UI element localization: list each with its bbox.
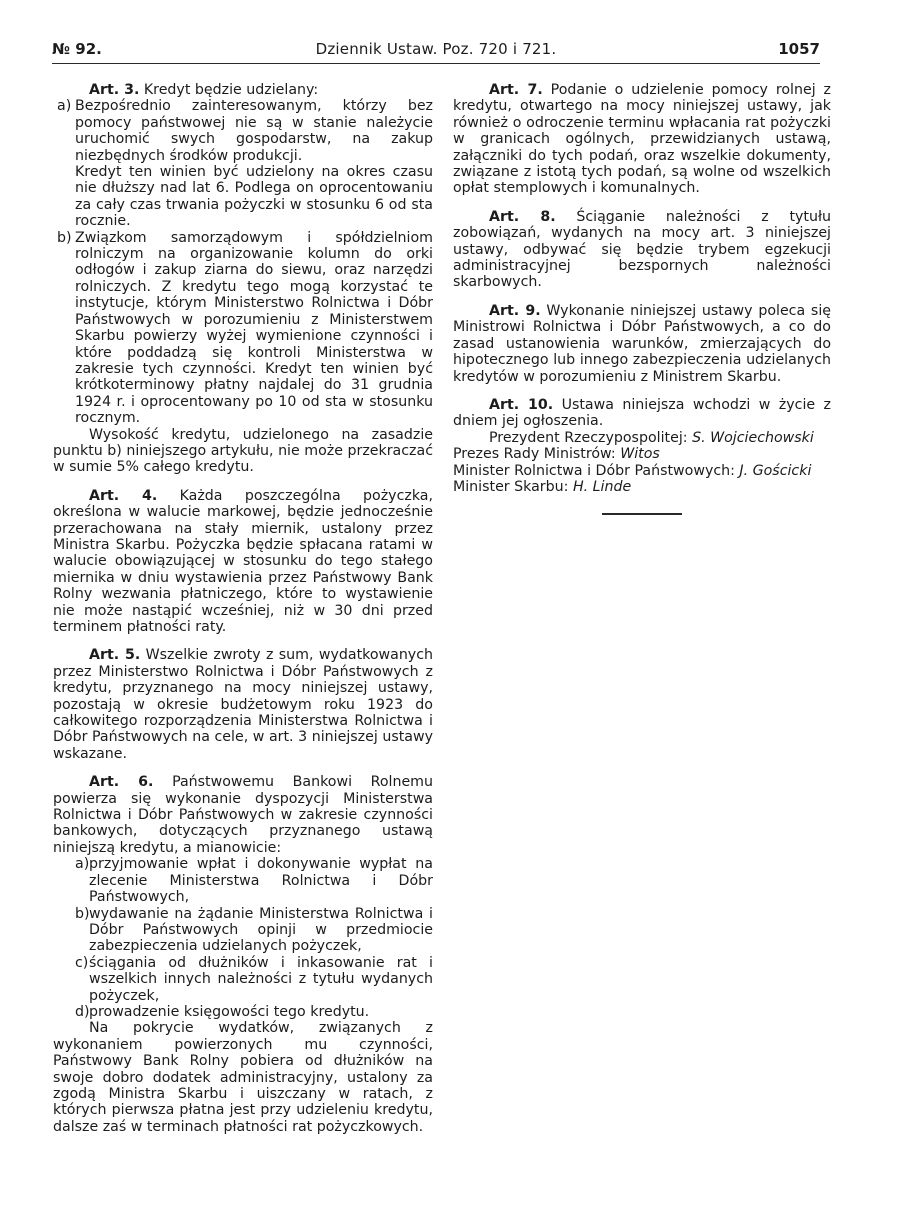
art3-item-a-label: a) [57,98,72,115]
art3-intro [53,82,433,98]
art3-item-a [53,98,433,229]
end-rule [602,513,682,515]
art3-item-a-text2: Kredyt ten winien być udzielony na okres czasu nie dłuższy nad lat 6. Podlega on oprocentowaniu za cały czas trwania pożyczki w stosunku 6 od sta rocznie. [75,164,433,230]
art10-label: Art. 10. [489,396,554,413]
art6-item-a-text: przyjmowanie wpłat i dokonywanie wypłat na zlecenie Ministerstwa Rolnictwa i Dóbr Państwowych, [89,856,433,906]
signature-agriculture-minister-name: J. Gościcki [739,462,812,479]
art5-label: Art. 5. [89,647,141,664]
art7-label: Art. 7. [489,82,543,98]
art6-item-d [67,1004,433,1020]
art6-label: Art. 6. [89,774,154,791]
signature-prime-minister-role: Prezes Rady Ministrów: [453,446,616,463]
art9-paragraph [453,303,831,385]
art6-paragraph [53,774,433,856]
art4-paragraph [53,488,433,636]
art3-item-b-label: b) [57,229,72,246]
signature-treasury-minister [453,479,831,495]
issue-number: № 92. [52,40,102,58]
signature-prime-minister [453,446,831,462]
right-column [453,82,831,515]
art9-label: Art. 9. [489,302,541,319]
art5-paragraph [53,647,433,762]
art4-text: Każda poszczególna pożyczka, określona w walucie markowej, będzie jednocześnie przerachowana na stały miernik, ustalony przez Ministra Skarbu. Pożyczka będzie spłacana ratami w walucie obowiązującej w stosunku do tego stałego miernika w dniu wystawienia przez Państwowy Bank Rolny wezwania płatniczego, które to wystawienie nie może nastąpić wcześniej, niż w 30 dni przed terminem płatności raty. [53,487,433,635]
signature-president-name: S. Wojciechowski [692,429,814,446]
page-number: 1057 [778,40,820,58]
art10-paragraph [453,397,831,430]
art9-text: Wykonanie niniejszej ustawy poleca się Ministrowi Rolnictwa i Dóbr Państwowych, a co do zasad ustanowienia warunków, zmierzających do hipotecznego lub innego zabezpieczenia udzielanych kredytów w porozumieniu z Ministrem Skarbu. [453,302,831,385]
signature-president-role: Prezydent Rzeczypospolitej: [489,429,688,446]
art6-item-c [67,955,433,1004]
art6-item-c-label: c) [75,954,89,971]
art6-item-b [67,906,433,955]
art6-item-c-text: ściągania od dłużników i inkasowanie rat i wszelkich innych należności z tytułu wydanych pożyczek, [89,954,433,1004]
art6-item-b-label: b) [75,905,90,922]
art6-item-a [67,856,433,905]
art6-item-d-label: d) [75,1003,90,1020]
header-rule [52,63,820,64]
art6-text: Państwowemu Bankowi Rolnemu powierza się wykonanie dyspozycji Ministerstwa Rolnictwa i Dóbr Państwowych w zakresie czynności bankowych, dotyczących przyznanego ustawą niniejszą kredytu, a mianowicie: [53,774,433,856]
art3-item-b [53,230,433,427]
art6-item-b-text: wydawanie na żądanie Ministerstwa Rolnictwa i Dóbr Państwowych opinji w przedmiocie zabezpieczenia udzielanych pożyczek, [89,905,433,955]
art8-label: Art. 8. [489,208,556,225]
art6-item-d-text: prowadzenie księgowości tego kredytu. [89,1003,370,1020]
signature-treasury-minister-role: Minister Skarbu: [453,478,569,495]
art8-text: Ściąganie należności z tytułu zobowiązań, wydanych na mocy art. 3 niniejszej ustawy, odbywać się będzie trybem egzekucji administracyjnej bezspornych należności skarbowych. [453,208,831,291]
art6-closing: Na pokrycie wydatków, związanych z wykonaniem powierzonych mu czynności, Państwowy Bank Rolny pobiera od dłużników na swoje dobro dodatek administracyjny, ustalony za zgodą Ministra Skarbu i uiszczany w ratach, z których pierwsza płatna jest przy udzieleniu kredytu, dalsze zaś w terminach płatności rat pożyczkowych. [53,1020,433,1135]
art6-item-a-label: a) [75,856,90,873]
art7-text: Podanie o udzielenie pomocy rolnej z kredytu, otwartego na mocy niniejszej ustawy, jak również o odroczenie terminu wpłacania rat pożyczki w granicach ogólnych, przewidzianych ustawą, załączniki do tych podań, oraz wszelkie dokumenty, związane z istotą tych podań, są wolne od wszelkich opłat stemplowych i komunalnych. [453,82,832,197]
art4-label: Art. 4. [89,487,158,504]
art3-closing: Wysokość kredytu, udzielonego na zasadzie punktu b) niniejszego artykułu, nie może przekraczać w sumie 5% całego kredytu. [53,426,433,476]
signature-agriculture-minister-role: Minister Rolnictwa i Dóbr Państwowych: [453,462,735,479]
art5-text: Wszelkie zwroty z sum, wydatkowanych przez Ministerstwo Rolnictwa i Dóbr Państwowych z kredytu, przyznanego na mocy niniejszej ustawy, pozostają w okresie budżetowym roku 1923 do całkowitego rozporządzenia Ministerstwa Rolnictwa i Dóbr Państwowych na cele, w art. 3 niniejszej ustawy wskazane. [53,647,433,762]
art3-item-b-text: Związkom samorządowym i spółdzielniom rolniczym na organizowanie kolumn do orki odłogów i zakup ziarna do siewu, oraz narzędzi rolniczych. Z kredytu tego mogą korzystać te instytucje, którym Ministerstwo Rolnictwa i Dóbr Państwowych w porozumieniu z Ministerstwem Skarbu powierzy wyżej wymienione czynności i które poddadzą się kontroli Ministerstwa w zakresie tych czynności. Kredyt ten winien być krótkoterminowy płatny najdalej do 31 grudnia 1924 r. i oprocentowany po 10 od sta w stosunku rocznym. [75,229,433,427]
art3-intro-text: Kredyt będzie udzielany: [143,82,319,98]
signature-agriculture-minister [453,463,831,479]
art8-paragraph [453,209,831,291]
art3-item-a-text: Bezpośrednio zainteresowanym, którzy bez pomocy państwowej nie są w stanie należycie uruchomić swych gospodarstw, na zakup niezbędnych środków produkcji. [75,98,433,164]
page-header [52,40,820,62]
signature-prime-minister-name: Witos [620,446,660,463]
signature-treasury-minister-name: H. Linde [572,478,632,495]
art10-text: Ustawa niniejsza wchodzi w życie z dniem jej ogłoszenia. [453,396,831,430]
journal-title: Dziennik Ustaw. Poz. 720 i 721. [315,40,557,58]
art3-label: Art. 3. [89,82,140,98]
left-column [53,82,433,1135]
signature-president [453,430,831,446]
art7-paragraph [453,82,831,197]
